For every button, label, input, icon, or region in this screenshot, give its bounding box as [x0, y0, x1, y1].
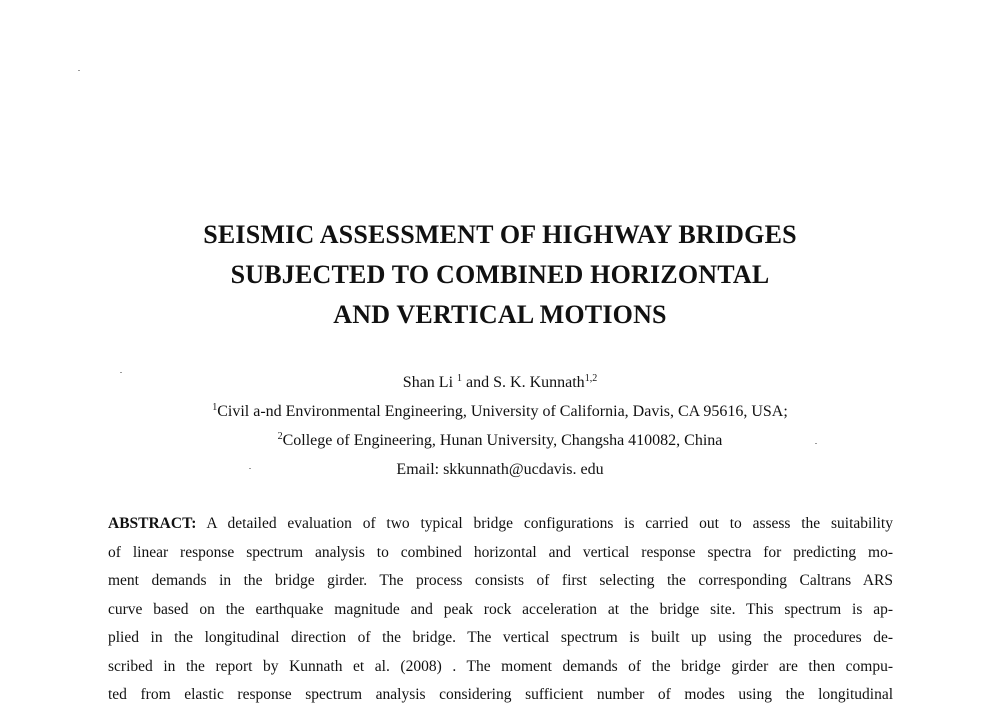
abstract-line — [108, 510, 893, 539]
author-1-affil-mark: 1 — [457, 373, 463, 384]
author-2-name: S. K. Kunnath — [493, 374, 585, 391]
scan-speck — [78, 70, 80, 71]
title-line: AND VERTICAL MOTIONS — [333, 300, 667, 329]
affiliation-1-text: Civil a-nd Environmental Engineering, University of California, Davis, CA 95616, USA; — [217, 403, 788, 420]
abstract-line-text: A detailed evaluation of two typical bridge configurations is carried out to assess the suitability — [206, 515, 893, 532]
abstract-label: ABSTRACT: — [108, 515, 197, 532]
author-2-affil-marks: 1,2 — [584, 373, 598, 384]
author-1-name: Shan Li — [402, 374, 454, 391]
abstract-line: plied in the longitudinal direction of the bridge. The vertical spectrum is built up using the procedures de- — [108, 629, 893, 646]
email-label: Email: — [396, 461, 440, 478]
title-line: SEISMIC ASSESSMENT OF HIGHWAY BRIDGES — [203, 220, 797, 249]
affiliation-2 — [0, 426, 1000, 455]
abstract — [108, 510, 893, 710]
abstract-line: ment demands in the bridge girder. The process consists of first selecting the corresponding Caltrans ARS — [108, 572, 893, 589]
email-address: skkunnath@ucdavis. edu — [443, 461, 604, 478]
email-line — [0, 455, 1000, 484]
affiliation-2-mark: 2 — [277, 431, 283, 442]
abstract-line: curve based on the earthquake magnitude and peak rock acceleration at the bridge site. This spectrum is ap- — [108, 600, 893, 618]
abstract-line: of linear response spectrum analysis to combined horizontal and vertical response spectra for predicting mo- — [108, 543, 893, 561]
affiliation-2-text: College of Engineering, Hunan University, Changsha 410082, China — [282, 432, 723, 449]
paper-title — [0, 215, 1000, 335]
abstract-line: ted from elastic response spectrum analysis considering sufficient number of modes using the longitudinal — [108, 686, 893, 703]
author-names — [0, 368, 1000, 397]
title-line: SUBJECTED TO COMBINED HORIZONTAL — [230, 260, 770, 289]
author-block — [0, 368, 1000, 484]
affiliation-1-mark: 1 — [212, 402, 218, 413]
author-connector: and — [466, 374, 490, 391]
abstract-line: scribed in the report by Kunnath et al. (2008) . The moment demands of the bridge girder are then compu- — [108, 657, 893, 675]
affiliation-1 — [0, 397, 1000, 426]
